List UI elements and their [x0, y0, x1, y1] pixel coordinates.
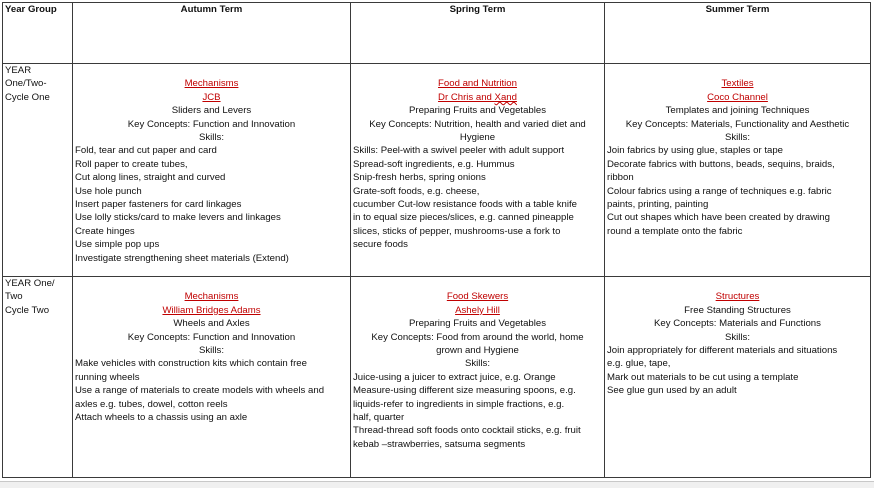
year-label-line: Cycle Two: [5, 304, 50, 316]
skill-line: kebab –strawberries, satsuma segments: [353, 438, 526, 450]
skill-line: Make vehicles with construction kits which contain free: [75, 358, 307, 370]
skills-label: Skills:: [198, 132, 225, 144]
unit-focus: Free Standing Structures: [684, 304, 791, 316]
skill-line: Measure-using different size measuring spoons, e.g.: [353, 385, 576, 397]
skill-line: Join fabrics by using glue, staples or tape: [607, 145, 783, 157]
skill-line: ribbon: [607, 172, 634, 184]
year-label-line: Two: [5, 291, 23, 303]
skill-line: Cut out shapes which have been created by drawing: [607, 212, 830, 224]
summer-term-header: Summer Term: [605, 3, 871, 64]
skill-line: Spread-soft ingredients, e.g. Hummus: [353, 158, 515, 170]
skill-line: Colour fabrics using a range of techniques e.g. fabric: [607, 185, 832, 197]
skill-line: Juice-using a juicer to extract juice, e.g. Orange: [353, 371, 556, 383]
year-label-line: YEAR One/: [5, 278, 55, 289]
skill-line: Create hinges: [75, 225, 135, 237]
key-concepts-cont: grown and Hygiene: [436, 345, 519, 357]
key-concepts: Key Concepts: Materials and Functions: [654, 318, 821, 330]
skill-line: in to equal size pieces/slices, e.g. canned pineapple: [353, 212, 574, 224]
unit-subtitle-dr-chris-and-xand: [438, 92, 517, 103]
unit-title-textiles: Textiles: [721, 78, 754, 90]
skill-line: Mark out materials to be cut using a template: [607, 371, 799, 383]
table-row-cycle-two: [3, 277, 871, 478]
year-cell-cycle-one: [3, 64, 73, 277]
spellcheck-word: Xand: [494, 91, 517, 103]
unit-title-structures: Structures: [715, 291, 760, 303]
skill-line: Attach wheels to a chassis using an axle: [75, 412, 248, 424]
skills-label: Skills:: [464, 358, 491, 370]
skill-line: Use simple pop ups: [75, 239, 160, 251]
unit-focus: Wheels and Axles: [173, 318, 250, 330]
key-concepts: Key Concepts: Food from around the world, home: [371, 331, 584, 343]
unit-title-food-and-nutrition: Food and Nutrition: [438, 78, 517, 90]
unit-focus: Sliders and Levers: [171, 105, 252, 117]
key-concepts: Key Concepts: Function and Innovation: [127, 331, 296, 343]
skill-line: Decorate fabrics with buttons, beads, sequins, braids,: [607, 158, 835, 170]
autumn-term-header: Autumn Term: [73, 3, 351, 64]
skill-line: liquids-refer to ingredients in simple fractions, e.g.: [353, 398, 565, 410]
key-concepts: Key Concepts: Nutrition, health and varied diet and: [369, 118, 586, 130]
key-concepts: Key Concepts: Function and Innovation: [127, 118, 296, 130]
cell-spring-cycle-two: [351, 277, 605, 478]
skill-line: Grate-soft foods, e.g. cheese,: [353, 185, 480, 197]
year-label-line: YEAR: [5, 65, 32, 76]
cell-spring-cycle-one: [351, 64, 605, 277]
skill-line: axles e.g. tubes, dowel, cotton reels: [75, 398, 228, 410]
cell-autumn-cycle-two: [73, 277, 351, 478]
year-label-line: One/Two-: [5, 78, 47, 90]
table-row-cycle-one: [3, 64, 871, 277]
header-row: [3, 3, 871, 64]
year-cell-cycle-two: [3, 277, 73, 478]
unit-subtitle-william-bridges-adams: William Bridges Adams: [162, 304, 261, 316]
skill-line: half, quarter: [353, 412, 405, 424]
unit-focus: Templates and joining Techniques: [665, 105, 810, 117]
unit-title-food-skewers: Food Skewers: [446, 291, 509, 303]
skill-line: Investigate strengthening sheet materials (Extend): [75, 252, 289, 264]
key-concepts-cont: Hygiene: [459, 132, 496, 144]
skill-line: Snip-fresh herbs, spring onions: [353, 172, 486, 184]
unit-focus: Preparing Fruits and Vegetables: [408, 105, 547, 117]
skill-line: Thread-thread soft foods onto cocktail sticks, e.g. fruit: [353, 425, 581, 437]
subtitle-part: Dr Chris and: [438, 91, 495, 103]
skills-label: Skills:: [198, 345, 225, 357]
unit-title-mechanisms: Mechanisms: [184, 78, 239, 90]
skill-line: e.g. glue, tape,: [607, 358, 671, 370]
unit-subtitle-jcb: JCB: [202, 91, 221, 103]
skill-line: Fold, tear and cut paper and card: [75, 145, 217, 157]
cell-summer-cycle-two: [605, 277, 871, 478]
skill-line: paints, printing, painting: [607, 199, 709, 211]
unit-subtitle-coco-channel: Coco Channel: [707, 91, 768, 103]
skill-line: cucumber Cut-low resistance foods with a table knife: [353, 199, 577, 211]
skill-line: See glue gun used by an adult: [607, 385, 737, 397]
skills-label: Skills:: [724, 331, 751, 343]
cell-summer-cycle-one: [605, 64, 871, 277]
skill-line: secure foods: [353, 239, 408, 251]
skill-line: Roll paper to create tubes,: [75, 158, 188, 170]
year-group-header: Year Group: [3, 3, 73, 64]
skill-line: Use a range of materials to create models with wheels and: [75, 385, 325, 397]
skill-line: round a template onto the fabric: [607, 225, 743, 237]
unit-title-mechanisms: Mechanisms: [184, 291, 239, 303]
unit-focus: Preparing Fruits and Vegetables: [408, 318, 547, 330]
skill-line: Insert paper fasteners for card linkages: [75, 199, 242, 211]
year-label-line: Cycle One: [5, 91, 50, 103]
skills-label: Skills:: [724, 132, 751, 144]
skill-line: running wheels: [75, 371, 140, 383]
skill-line: Use hole punch: [75, 185, 142, 197]
skill-line: Use lolly sticks/card to make levers and linkages: [75, 212, 281, 224]
key-concepts: Key Concepts: Materials, Functionality and Aesthetic: [625, 118, 850, 130]
skill-line: Join appropriately for different materials and situations: [607, 345, 838, 357]
curriculum-table: [2, 2, 871, 478]
skill-line: slices, sticks of pepper, mushrooms-use a fork to: [353, 225, 561, 237]
spring-term-header: Spring Term: [351, 3, 605, 64]
skill-line: Skills: Peel-with a swivel peeler with adult support: [353, 145, 565, 157]
skill-line: Cut along lines, straight and curved: [75, 172, 226, 184]
cell-autumn-cycle-one: [73, 64, 351, 277]
unit-subtitle-ashely-hill: Ashely Hill: [455, 304, 500, 316]
